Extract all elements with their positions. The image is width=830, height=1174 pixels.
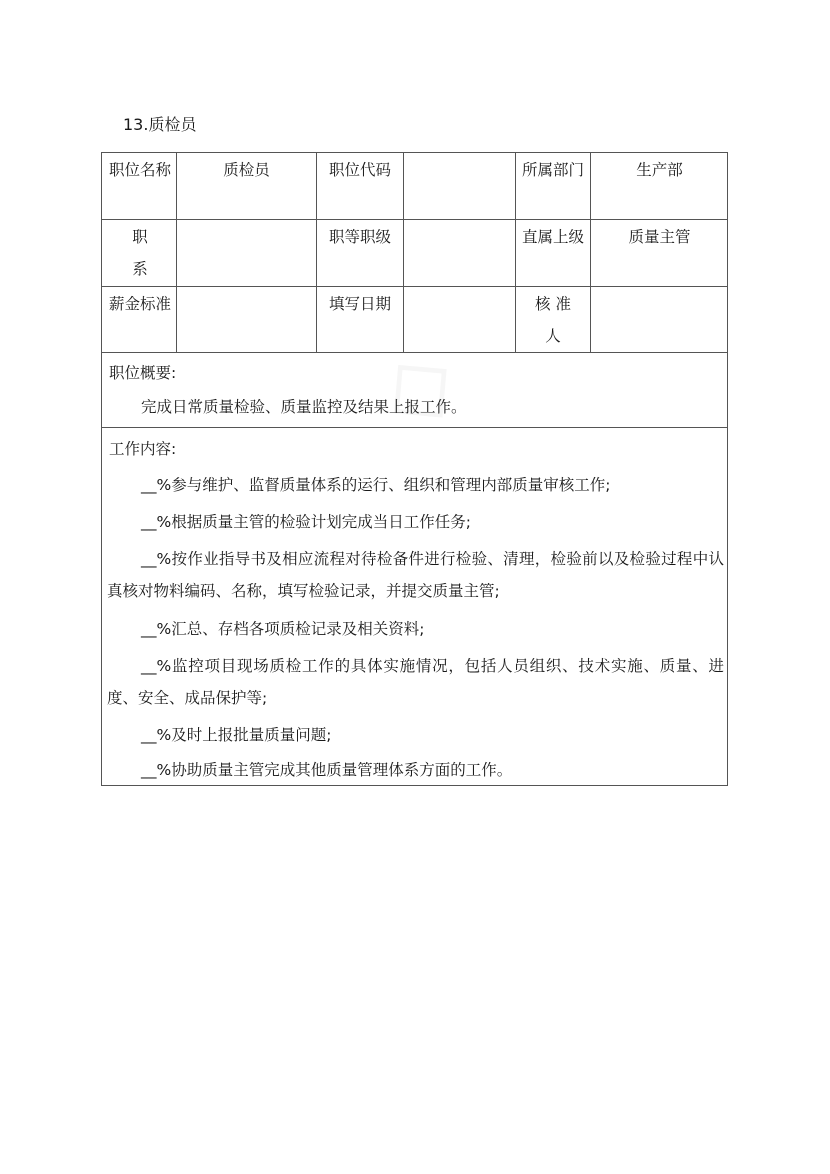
label-position-code: 职位代码 xyxy=(328,161,391,179)
duties-title: 工作内容: xyxy=(109,440,177,458)
duty-item: __%根据质量主管的检验计划完成当日工作任务; xyxy=(141,513,471,531)
value-department: 生产部 xyxy=(636,161,683,179)
label-grade: 职等职级 xyxy=(328,228,391,246)
duty-item: __%协助质量主管完成其他质量管理体系方面的工作。 xyxy=(141,761,513,779)
duty-item: __%参与维护、监督质量体系的运行、组织和管理内部质量审核工作; xyxy=(141,476,611,494)
label-approver: 核 准 人 xyxy=(535,295,571,345)
duty-item: __%汇总、存档各项质检记录及相关资料; xyxy=(141,620,425,638)
section-heading: 13.质检员 xyxy=(123,115,197,134)
label-salary-standard: 薪金标准 xyxy=(108,295,171,313)
summary-title: 职位概要: xyxy=(109,364,177,382)
value-supervisor: 质量主管 xyxy=(628,228,691,246)
duty-item: __%监控项目现场质检工作的具体实施情况，包括人员组织、技术实施、质量、进度、安全、成品保护等; xyxy=(107,657,724,707)
label-supervisor: 直属上级 xyxy=(522,228,585,246)
summary-text: 完成日常质量检验、质量监控及结果上报工作。 xyxy=(141,398,467,416)
label-fill-date: 填写日期 xyxy=(328,295,391,313)
duty-item: __%及时上报批量质量问题; xyxy=(141,726,332,744)
job-description-table xyxy=(101,152,728,786)
value-position-name: 质检员 xyxy=(223,161,270,179)
label-job-family: 职 系 xyxy=(132,228,148,278)
label-department: 所属部门 xyxy=(522,161,585,179)
duty-item: __%按作业指导书及相应流程对待检备件进行检验、清理，检验前以及检验过程中认真核对物料编码、名称，填写检验记录，并提交质量主管; xyxy=(107,550,724,600)
label-position-name: 职位名称 xyxy=(108,161,171,179)
